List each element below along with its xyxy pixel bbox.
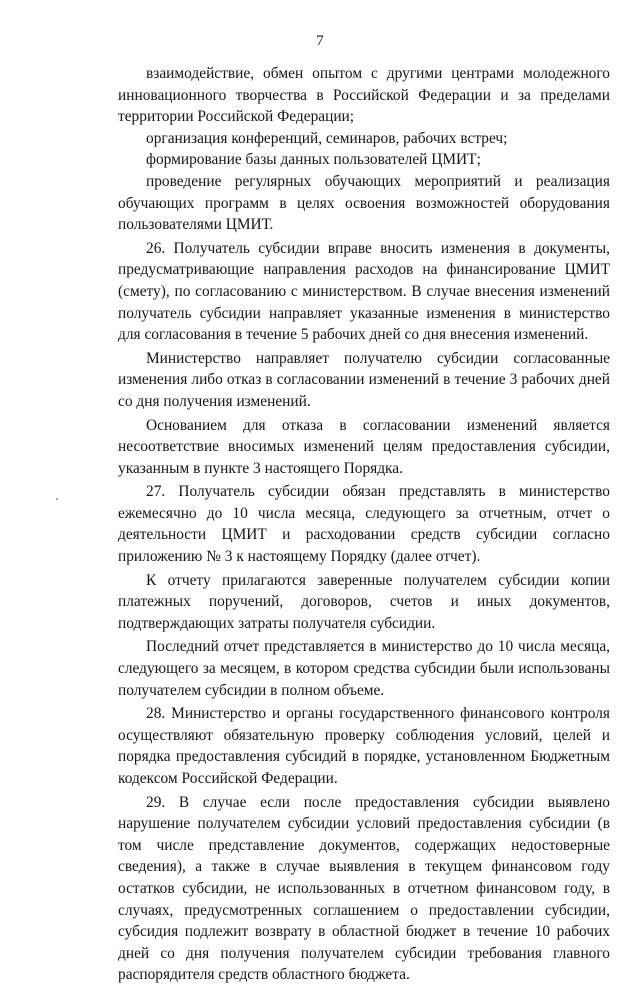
clause-27: 27. Получатель субсидии обязан представлять в министерство ежемесячно до 10 числа месяца, следующего за отчетным, отчет о деятельности ЦМИТ и расходовании средств субсидии согласно приложению № 3 к настоящему Порядку (далее отчет). [118, 483, 610, 566]
list-item-conferences: организация конференций, семинаров, рабочих встреч; [146, 129, 508, 147]
clause-27-final-report: Последний отчет представляется в министерство до 10 числа месяца, следующего за месяцем, в котором средства субсидии были использованы получателем субсидии в полном объеме. [118, 638, 610, 699]
clause-28: 28. Министерство и органы государственного финансового контроля осуществляют обязательную проверку соблюдения условий, целей и порядка предоставления субсидий в порядке, установленном Бюджетным кодексом Российской Федерации. [118, 705, 610, 787]
page-number: 7 [316, 33, 324, 49]
list-item-training: проведение регулярных обучающих мероприятий и реализация обучающих программ в целях освоения возможностей оборудования пользователями ЦМИТ. [118, 172, 610, 234]
clause-26: 26. Получатель субсидии вправе вносить изменения в документы, предусматривающие направления расходов на финансирование ЦМИТ (смету), по согласованию с министерством. В случае внесения изменений получатель субсидии направляет указанные изменения в министерство для согласования в течение 5 рабочих дней со дня внесения изменений. [118, 239, 610, 344]
clause-29: 29. В случае если после предоставления субсидии выявлено нарушение получателем субсидии условий предоставления субсидии (в том числе представление документов, содержащих недостоверные сведения), а также в случае выявления в текущем финансовом году остатков субсидии, не использованных в отчетном финансовом году, в случаях, предусмотренных соглашением о предоставлении субсидии, субсидия подлежит возврату в областной бюджет в течение 10 рабочих дней со дня получения получателем субсидии требования главного распорядителя средств областного бюджета. [118, 793, 610, 984]
clause-27-attachments: К отчету прилагаются заверенные получателем субсидии копии платежных поручений, договоров, счетов и иных документов, подтверждающих затраты получателя субсидии. [118, 571, 610, 632]
list-item-database: формирование базы данных пользователей ЦМИТ; [146, 151, 481, 169]
paragraph-continuation: взаимодействие, обмен опытом с другими центрами молодежного инновационного творчества в Российской Федерации и за пределами территории Российской Федерации; [118, 65, 610, 126]
clause-26-refusal-basis: Основанием для отказа в согласовании изменений является несоответствие вносимых изменений целям предоставления субсидии, указанным в пункте 3 настоящего Порядка. [118, 416, 610, 477]
scan-speck [56, 498, 58, 500]
document-body [118, 63, 610, 986]
clause-26-approval: Министерство направляет получателю субсидии согласованные изменения либо отказ в согласовании изменений в течение 3 рабочих дней со дня получения изменений. [118, 349, 610, 410]
